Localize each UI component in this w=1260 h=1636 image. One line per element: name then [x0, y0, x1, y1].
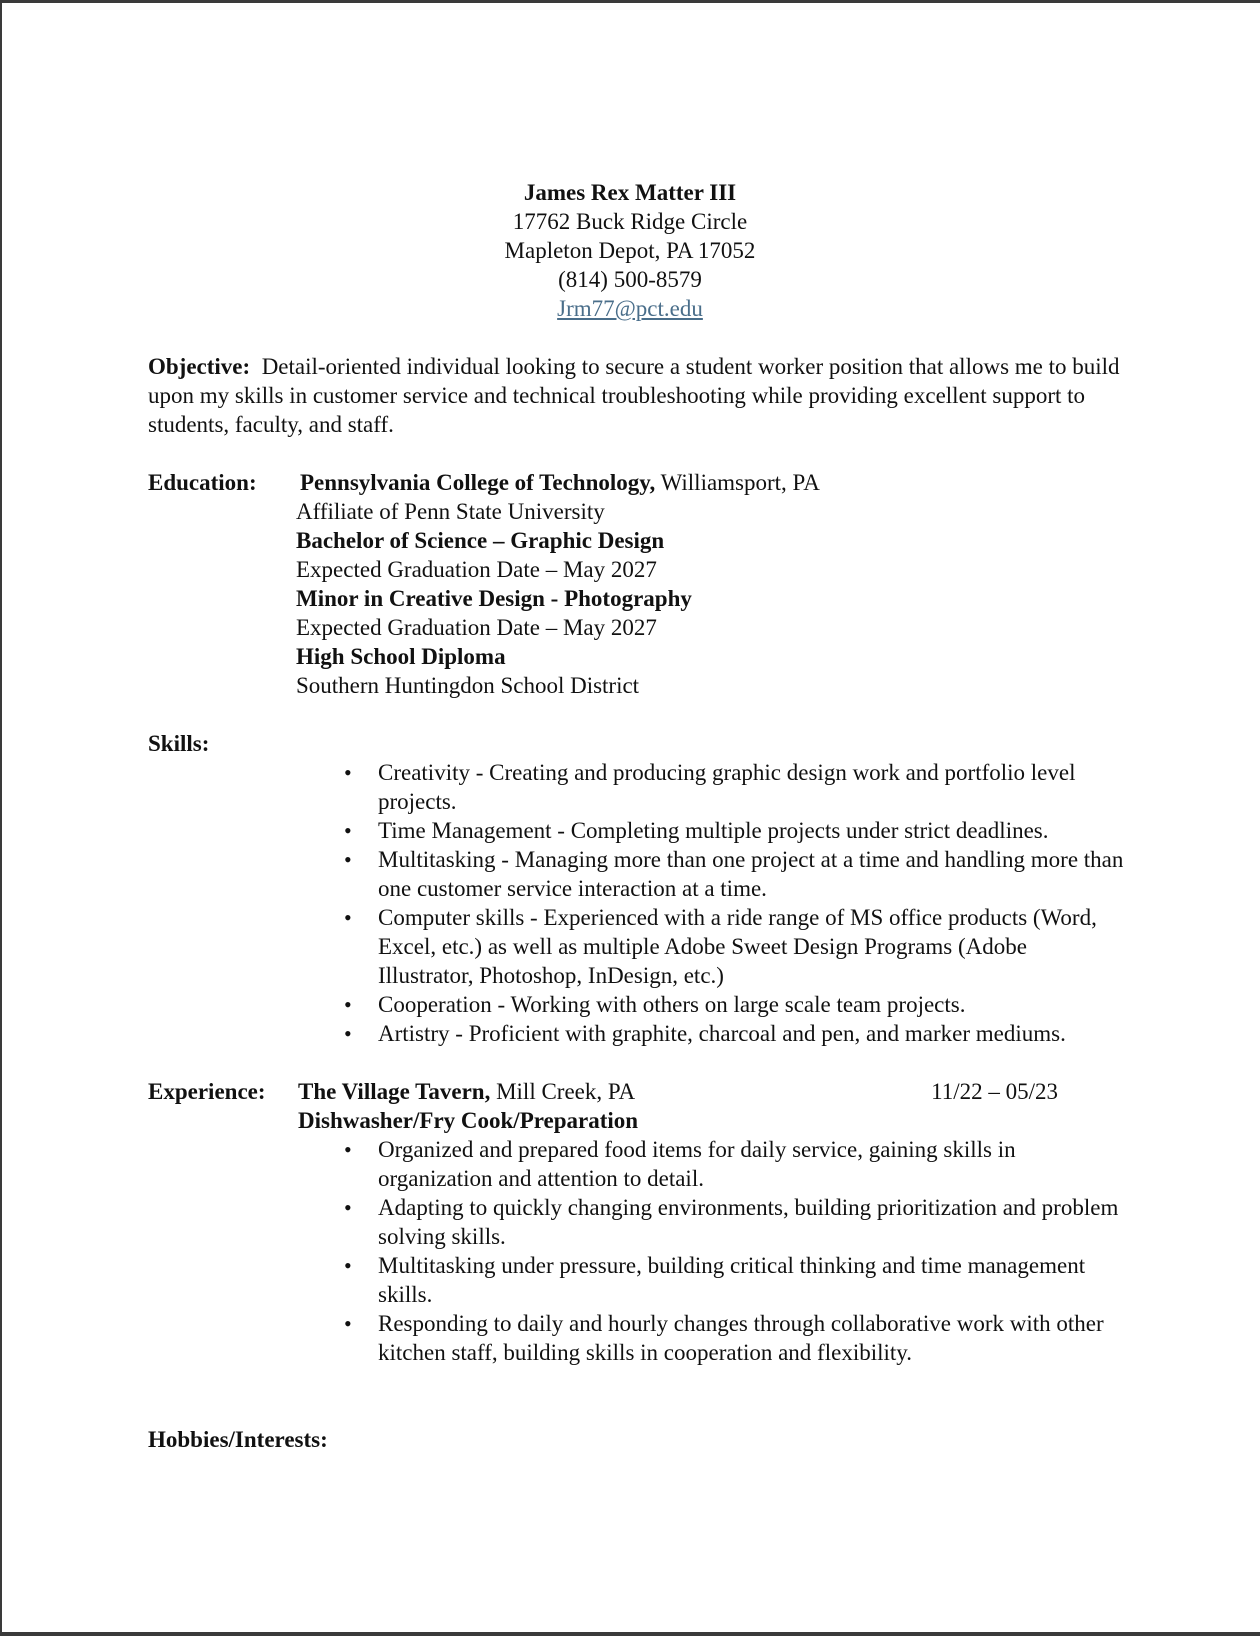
- education-body: [296, 468, 1128, 700]
- resume-page: [148, 178, 1128, 1454]
- hobbies-label: Hobbies/Interests:: [148, 1427, 328, 1452]
- page-border-left: [0, 0, 2, 1636]
- duty-text: Adapting to quickly changing environments, building prioritization and problem solving skills.: [378, 1195, 1119, 1249]
- employment-dates: 11/22 – 05/23: [931, 1079, 1058, 1104]
- duty-text: Organized and prepared food items for daily service, gaining skills in organization and attention to detail.: [378, 1137, 1016, 1191]
- address-street: 17762 Buck Ridge Circle: [512, 209, 748, 234]
- list-item: [344, 1019, 1128, 1048]
- email-link[interactable]: Jrm77@pct.edu: [557, 296, 703, 321]
- objective-label: Objective:: [148, 354, 251, 379]
- job-title: Dishwasher/Fry Cook/Preparation: [298, 1108, 639, 1133]
- address-city: Mapleton Depot, PA 17052: [504, 238, 756, 263]
- degree-date: Expected Graduation Date – May 2027: [296, 557, 657, 582]
- education-section: [148, 468, 1128, 700]
- list-item: [344, 1135, 1128, 1193]
- experience-list: [148, 1135, 1128, 1367]
- bullet-icon: •: [344, 1253, 352, 1278]
- bullet-icon: •: [344, 992, 352, 1017]
- school-name: Pennsylvania College of Technology,: [300, 470, 656, 495]
- bullet-icon: •: [344, 818, 352, 843]
- objective-section: [148, 352, 1128, 439]
- skills-label: Skills:: [148, 731, 210, 756]
- duty-text: Responding to daily and hourly changes through collaborative work with other kitchen staff, building skills in cooperation and flexibility.: [378, 1311, 1104, 1365]
- education-label: Education:: [148, 470, 257, 495]
- phone-number: (814) 500-8579: [558, 267, 702, 292]
- experience-section: [148, 1077, 1128, 1135]
- minor-title: Minor in Creative Design - Photography: [296, 586, 692, 611]
- list-item: [344, 845, 1128, 903]
- resume-header: [148, 178, 1112, 323]
- diploma-title: High School Diploma: [296, 644, 506, 669]
- skill-text: Cooperation - Working with others on large scale team projects.: [378, 992, 966, 1017]
- applicant-name: James Rex Matter III: [523, 180, 737, 205]
- bullet-icon: •: [344, 847, 352, 872]
- bullet-icon: •: [344, 1311, 352, 1336]
- list-item: [344, 1251, 1128, 1309]
- list-item: [344, 816, 1128, 845]
- page-border-bottom: [0, 1632, 1260, 1636]
- list-item: [344, 758, 1128, 816]
- bullet-icon: •: [344, 1137, 352, 1162]
- bullet-icon: •: [344, 1195, 352, 1220]
- bullet-icon: •: [344, 905, 352, 930]
- list-item: [344, 1193, 1128, 1251]
- diploma-school: Southern Huntingdon School District: [296, 673, 640, 698]
- bullet-icon: •: [344, 1021, 352, 1046]
- page-border-top: [0, 0, 1260, 3]
- skill-text: Time Management - Completing multiple projects under strict deadlines.: [378, 818, 1049, 843]
- skill-text: Computer skills - Experienced with a ride range of MS office products (Word, Excel, etc.) as well as multiple Adobe Sweet Design Programs (Adobe Illustrator, Photoshop, InDesign, etc.): [378, 905, 1097, 988]
- list-item: [344, 990, 1128, 1019]
- skills-list: [148, 758, 1128, 1048]
- skill-text: Artistry - Proficient with graphite, charcoal and pen, and marker mediums.: [378, 1021, 1066, 1046]
- degree-title: Bachelor of Science – Graphic Design: [296, 528, 665, 553]
- school-location: Williamsport, PA: [660, 470, 820, 495]
- duty-text: Multitasking under pressure, building critical thinking and time management skills.: [378, 1253, 1086, 1307]
- employer-name: The Village Tavern,: [298, 1079, 491, 1104]
- employer-line: [298, 1077, 1058, 1106]
- school-affiliation: Affiliate of Penn State University: [296, 499, 605, 524]
- objective-text: Detail-oriented individual looking to secure a student worker position that allows me to build upon my skills in customer service and technical troubleshooting while providing excellent support to students, faculty, and staff.: [148, 354, 1120, 437]
- skill-text: Creativity - Creating and producing graphic design work and portfolio level projects.: [378, 760, 1076, 814]
- list-item: [344, 1309, 1128, 1367]
- experience-body: [296, 1077, 1128, 1135]
- minor-date: Expected Graduation Date – May 2027: [296, 615, 657, 640]
- employer-location: Mill Creek, PA: [496, 1079, 636, 1104]
- skill-text: Multitasking - Managing more than one project at a time and handling more than one customer service interaction at a time.: [378, 847, 1124, 901]
- list-item: [344, 903, 1128, 990]
- experience-label: Experience:: [148, 1079, 266, 1104]
- bullet-icon: •: [344, 760, 352, 785]
